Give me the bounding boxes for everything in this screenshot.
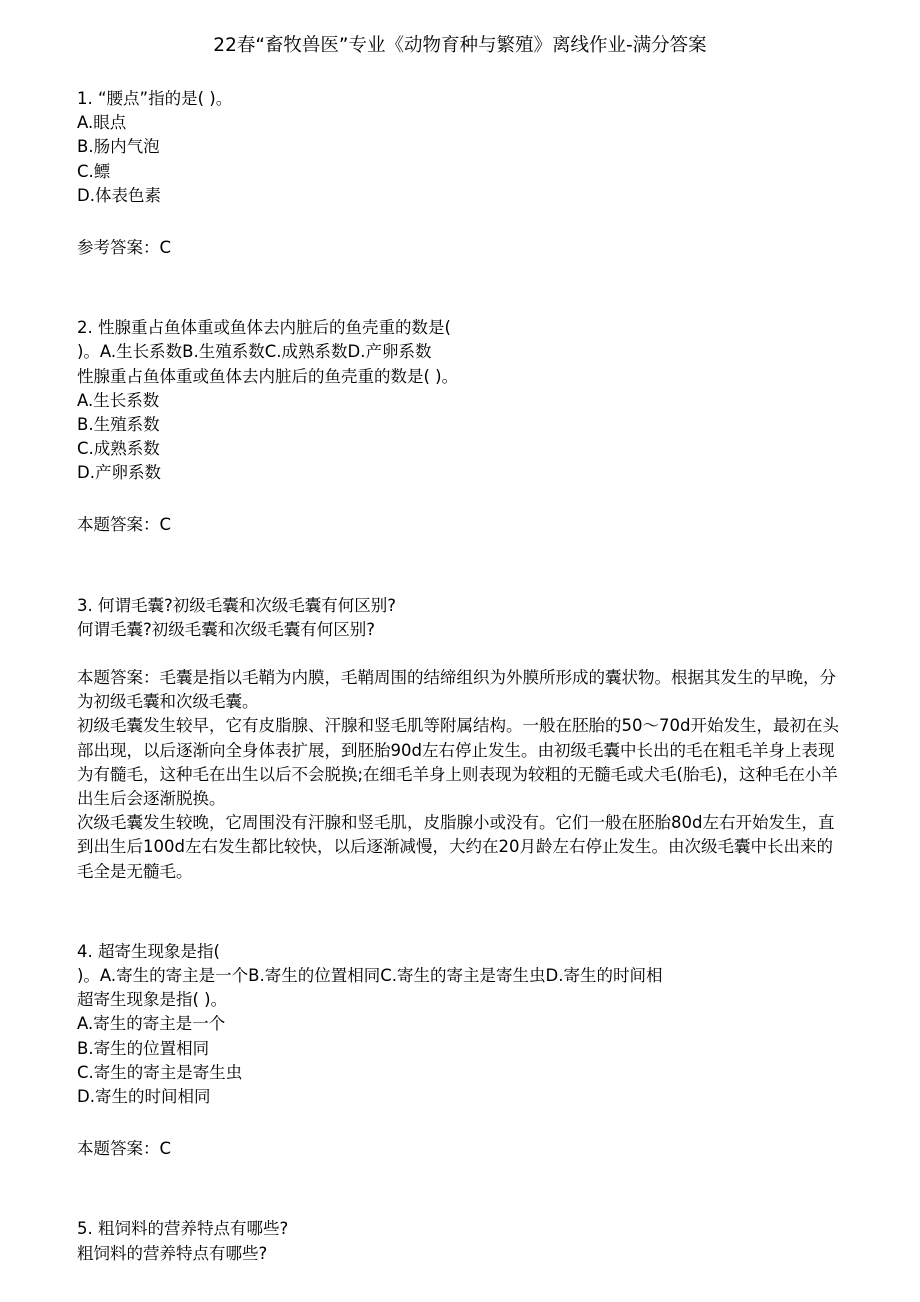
question-stem: 1. “腰点”指的是( )。 [77,89,233,108]
answer-paragraph: 次级毛囊发生较晚，它周围没有汗腺和竖毛肌，皮脂腺小或没有。它们一般在胚胎80d左右开始发生，直到出生后100d左右发生都比较快，以后逐渐减慢，大约在20月龄左右停止发生。由次级毛囊中长出来的毛全是无髓毛。 [77,813,835,881]
question-5 [77,1217,847,1265]
question-stem-continued: )。A.生长系数B.生殖系数C.成熟系数D.产卵系数 [77,342,432,362]
question-stem-repeat: 何谓毛囊?初级毛囊和次级毛囊有何区别? [77,619,376,639]
option-c: C.成熟系数 [77,439,160,459]
option-d: D.产卵系数 [77,463,161,483]
option-b: B.肠内气泡 [77,137,160,157]
question-stem-repeat: 超寄生现象是指( )。 [77,990,228,1010]
document-body [77,87,847,1266]
option-a: A.生长系数 [77,390,160,410]
answer: 本题答案：C [77,515,172,535]
option-b: B.生殖系数 [77,414,160,434]
question-4 [77,940,847,1162]
option-a: A.眼点 [77,113,127,133]
option-a: A.寄生的寄主是一个 [77,1014,226,1034]
option-b: B.寄生的位置相同 [77,1038,210,1058]
question-stem: 5. 粗饲料的营养特点有哪些? [77,1219,289,1239]
option-c: C.鳔 [77,161,111,181]
option-d: D.寄生的时间相同 [77,1086,211,1106]
option-d: D.体表色素 [77,185,161,205]
question-stem: 2. 性腺重占鱼体重或鱼体去内脏后的鱼壳重的数是( [77,318,451,338]
question-stem-continued: )。A.寄生的寄主是一个B.寄生的位置相同C.寄生的寄主是寄生虫D.寄生的时间相 [77,966,663,986]
answer: 参考答案：C [77,237,172,257]
question-3 [77,594,847,884]
question-stem-repeat: 性腺重占鱼体重或鱼体去内脏后的鱼壳重的数是( )。 [77,366,459,386]
option-c: C.寄生的寄主是寄生虫 [77,1062,243,1082]
answer: 本题答案：C [77,1139,172,1159]
question-2 [77,316,847,538]
answer-paragraph: 本题答案：毛囊是指以毛鞘为内膜，毛鞘周围的结缔组织为外膜所形成的囊状物。根据其发生的早晚，分为初级毛囊和次级毛囊。 [77,668,836,712]
document-title: 22春“畜牧兽医”专业《动物育种与繁殖》离线作业-满分答案 [213,35,707,56]
question-stem: 4. 超寄生现象是指( [77,941,220,961]
question-stem-repeat: 粗饲料的营养特点有哪些? [77,1243,268,1263]
answer-paragraph: 初级毛囊发生较早，它有皮脂腺、汗腺和竖毛肌等附属结构。一般在胚胎的50～70d开始发生，最初在头部出现，以后逐渐向全身体表扩展，到胚胎90d左右停止发生。由初级毛囊中长出的毛在粗毛羊身上表现为有髓毛，这种毛在出生以后不会脱换;在细毛羊身上则表现为较粗的无髓毛或犬毛(胎毛)，这种毛在小羊出生后会逐渐脱换。 [77,716,839,809]
question-1 [77,87,847,260]
question-stem: 3. 何谓毛囊?初级毛囊和次级毛囊有何区别? [77,595,397,615]
